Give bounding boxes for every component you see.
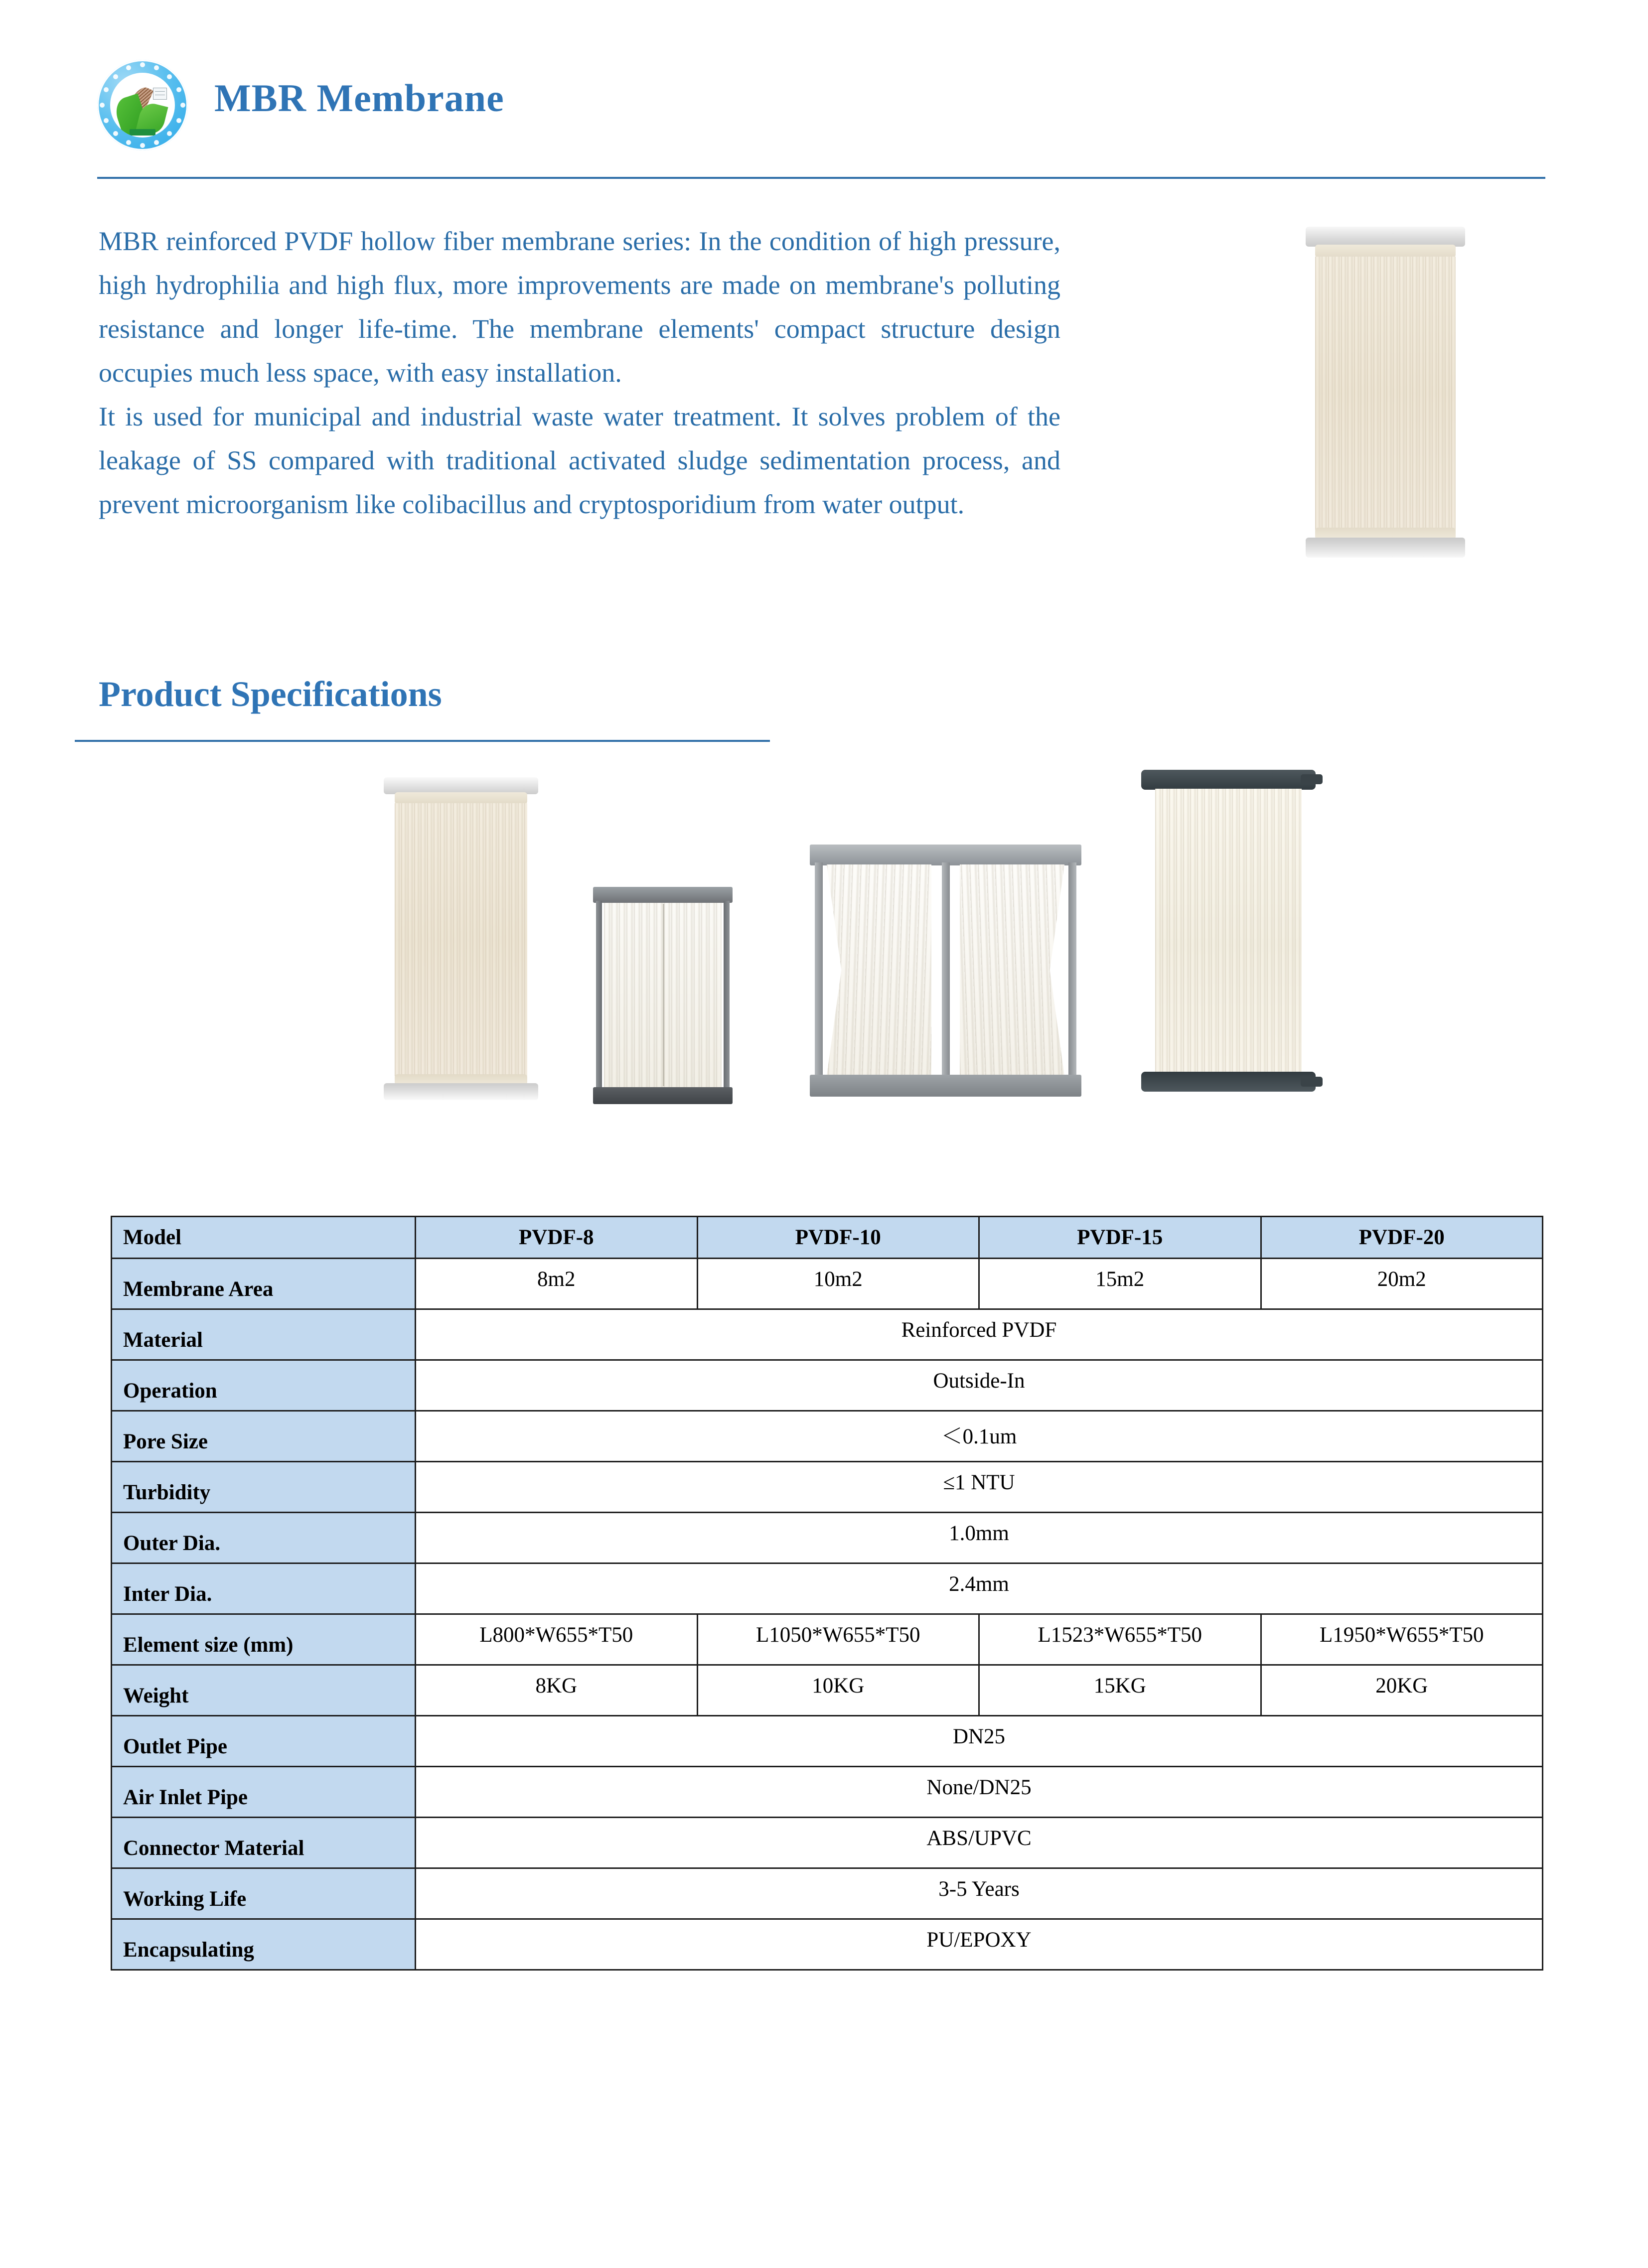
- item3-frame-post-center: [942, 862, 950, 1077]
- gallery-item-3: [810, 845, 1081, 1106]
- row-label: Weight: [112, 1665, 416, 1716]
- intro-paragraph-2: It is used for municipal and industrial waste water treatment. It solves problem of the leakage of SS compared with traditional activated sludge sedimentation process, and prevent microorganism like colibacillus and cryptosporidium from water output.: [99, 402, 1060, 519]
- table-row: [112, 1868, 1543, 1919]
- row-value: ＜0.1um: [416, 1411, 1543, 1462]
- row-value: Reinforced PVDF: [416, 1309, 1543, 1360]
- item4-fiber-bundle: [1155, 789, 1302, 1073]
- page-title: MBR Membrane: [214, 76, 504, 120]
- row-value: L1050*W655*T50: [697, 1614, 979, 1665]
- table-row: [112, 1411, 1543, 1462]
- row-label: Connector Material: [112, 1818, 416, 1868]
- table-row: [112, 1767, 1543, 1818]
- row-value: 3-5 Years: [416, 1868, 1543, 1919]
- row-value: L1523*W655*T50: [979, 1614, 1261, 1665]
- hero-bottom-cap: [1306, 538, 1465, 558]
- table-row: [112, 1360, 1543, 1411]
- intro-description: [99, 219, 1060, 526]
- table-row: [112, 1716, 1543, 1767]
- intro-paragraph-1: MBR reinforced PVDF hollow fiber membrane series: In the condition of high pressure, high hydrophilia and high flux, more improvements are made on membrane's polluting resistance and longer life-time. The membrane elements' compact structure design occupies much less space, with easy installation.: [99, 226, 1060, 388]
- header-cell-pvdf-8: PVDF-8: [416, 1217, 698, 1259]
- row-value: 10KG: [697, 1665, 979, 1716]
- row-value: 15KG: [979, 1665, 1261, 1716]
- row-value: 10m2: [697, 1259, 979, 1309]
- hero-top-collar: [1315, 245, 1456, 258]
- row-value: 20m2: [1261, 1259, 1543, 1309]
- header-cell-pvdf-15: PVDF-15: [979, 1217, 1261, 1259]
- row-label: Element size (mm): [112, 1614, 416, 1665]
- gallery-item-4: [1141, 770, 1316, 1106]
- row-value: Outside-In: [416, 1360, 1543, 1411]
- gallery-item-1: [384, 777, 538, 1106]
- product-gallery: [0, 757, 1648, 1151]
- product-specifications-table: [111, 1216, 1543, 1971]
- row-label: Working Life: [112, 1868, 416, 1919]
- item4-top-nozzle: [1301, 774, 1323, 784]
- item3-frame-post-left: [815, 862, 823, 1077]
- row-label: Membrane Area: [112, 1259, 416, 1309]
- brand-logo: [97, 60, 188, 150]
- item4-bottom-cap: [1141, 1072, 1316, 1092]
- hero-fiber-bundle: [1315, 257, 1456, 530]
- row-label: Operation: [112, 1360, 416, 1411]
- row-value: 15m2: [979, 1259, 1261, 1309]
- item2-side-rail-right: [724, 901, 730, 1088]
- header-cell-pvdf-20: PVDF-20: [1261, 1217, 1543, 1259]
- item3-frame-post-right: [1068, 862, 1076, 1077]
- item2-top-cap: [593, 887, 733, 903]
- row-value: 1.0mm: [416, 1513, 1543, 1563]
- item1-bottom-cap: [384, 1083, 538, 1100]
- logo-inner-disc: [110, 73, 175, 138]
- row-label: Encapsulating: [112, 1919, 416, 1970]
- item4-top-cap: [1141, 770, 1316, 790]
- row-value: 8m2: [416, 1259, 698, 1309]
- item2-bottom-cap: [593, 1087, 733, 1104]
- item2-center-seam: [663, 904, 664, 1086]
- row-label: Turbidity: [112, 1462, 416, 1513]
- row-label: Outlet Pipe: [112, 1716, 416, 1767]
- row-label: Pore Size: [112, 1411, 416, 1462]
- row-value: ABS/UPVC: [416, 1818, 1543, 1868]
- header-divider: [97, 177, 1545, 179]
- table-header-row: [112, 1217, 1543, 1259]
- row-label: Material: [112, 1309, 416, 1360]
- row-label: Outer Dia.: [112, 1513, 416, 1563]
- hero-top-cap: [1306, 227, 1465, 247]
- row-value: L1950*W655*T50: [1261, 1614, 1543, 1665]
- item3-panel-right: [960, 864, 1064, 1076]
- table-row: [112, 1462, 1543, 1513]
- table-row: [112, 1614, 1543, 1665]
- table-row: [112, 1563, 1543, 1614]
- row-label: Air Inlet Pipe: [112, 1767, 416, 1818]
- item4-bottom-nozzle: [1301, 1077, 1323, 1087]
- item1-fiber-bundle: [395, 803, 528, 1076]
- table-row: [112, 1665, 1543, 1716]
- row-value: None/DN25: [416, 1767, 1543, 1818]
- item1-top-collar: [395, 792, 528, 804]
- spec-section-title: Product Specifications: [99, 674, 442, 714]
- row-value: ≤1 NTU: [416, 1462, 1543, 1513]
- item2-side-rail-left: [596, 901, 602, 1088]
- header-cell-pvdf-10: PVDF-10: [697, 1217, 979, 1259]
- table-row: [112, 1259, 1543, 1309]
- logo-glyph-icon: [153, 88, 167, 100]
- row-value: DN25: [416, 1716, 1543, 1767]
- spec-section-divider: [75, 740, 770, 742]
- row-value: L800*W655*T50: [416, 1614, 698, 1665]
- item3-bottom-frame: [810, 1075, 1081, 1097]
- header-cell-model: Model: [112, 1217, 416, 1259]
- logo-brand-bar: [130, 129, 155, 136]
- table-row: [112, 1919, 1543, 1970]
- table-row: [112, 1818, 1543, 1868]
- row-label: Inter Dia.: [112, 1563, 416, 1614]
- item3-panel-left: [827, 864, 931, 1076]
- row-value: PU/EPOXY: [416, 1919, 1543, 1970]
- gallery-item-2: [593, 887, 733, 1106]
- item1-top-cap: [384, 777, 538, 794]
- page-header: [0, 0, 1648, 189]
- row-value: 8KG: [416, 1665, 698, 1716]
- hero-module-photo: [1306, 227, 1465, 561]
- row-value: 20KG: [1261, 1665, 1543, 1716]
- table-row: [112, 1309, 1543, 1360]
- row-value: 2.4mm: [416, 1563, 1543, 1614]
- table-row: [112, 1513, 1543, 1563]
